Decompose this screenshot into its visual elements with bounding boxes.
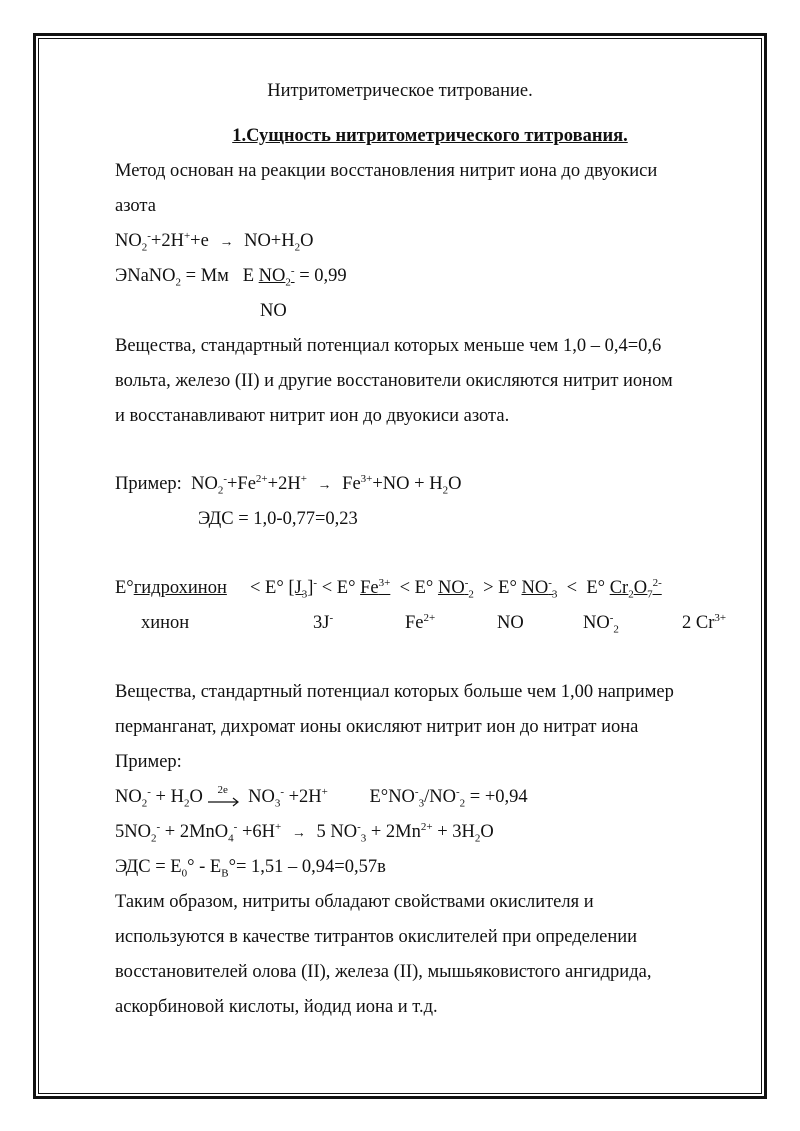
paragraph-line: аскорбиновой кислоты, йодид иона и т.д. xyxy=(115,997,438,1017)
example-equation-iron: Пример: $NO_2^-+Fe^{2+}+2H^+ \to Fe^{3+}+NO + H_2O$ xyxy=(115,472,462,497)
paragraph-line: восстановителей олова (II), железа (II), мышьяковистого ангидрида, xyxy=(115,962,652,982)
paragraph-line: Метод основан на реакции восстановления нитрит иона до двуокиси xyxy=(115,161,658,181)
example-label: Пример: xyxy=(115,474,182,494)
series-bottom-quinone: хинон xyxy=(141,613,190,633)
series-bottom-nitrite: $NO^-_2$ xyxy=(583,611,619,636)
emf-value: ЭДС = 1,0-0,77=0,23 xyxy=(198,509,358,529)
equation-nitrite-oxidation: $NO_2^- + H_2O$ 2e $NO_3^- +2H^+$ $E^\circ NO^-_3/NO^-_2 = +0,94$ xyxy=(115,783,528,810)
paragraph-line: Вещества, стандартный потенциал которых больше чем 1,00 например xyxy=(115,682,674,702)
example-label: Пример: xyxy=(115,752,182,772)
section-heading: 1.Сущность нитритометрического титрования. xyxy=(232,126,628,146)
paragraph-line: перманганат, дихромат ионы окисляют нитрит ион до нитрат иона xyxy=(115,717,639,737)
reaction-arrow: 2e xyxy=(207,791,243,805)
equivalent-formula: ЭNaNO$_2$ = Мм E $NO_2^- = 0,99$ xyxy=(115,264,347,289)
paragraph-line: вольта, железо (II) и другие восстановители окисляются нитрит ионом xyxy=(115,371,673,391)
paragraph-line: азота xyxy=(115,196,156,216)
potential-series-top: E°гидрохинон < E° $[J_3]^- < E^\circ$ $Fe^{3+} < E^\circ$ $NO^-_2 > E^\circ$ $NO^-_3 < E^\circ$ $Cr_2O_7^{2-}$ xyxy=(115,576,662,601)
emf-equation: ЭДС = $E_0^\circ - E_B^\circ= 1,51 - 0,94=0,57в$ xyxy=(115,857,386,880)
paragraph-line: используются в качестве титрантов окислителей при определении xyxy=(115,927,638,947)
series-bottom-iodide: 3J- xyxy=(313,611,334,633)
equation-permanganate: $5NO_2^- + 2MnO_4^- +6H^+ \to 5$ $NO^-_3 + 2Mn^{2+} + 3H_2O$ xyxy=(115,820,494,845)
series-bottom-no: NO xyxy=(497,613,524,633)
paragraph-line: и восстанавливают нитрит ион до двуокиси азота. xyxy=(115,406,510,426)
series-bottom-iron: $Fe^{2+}$ xyxy=(405,611,436,633)
paragraph-line: Вещества, стандартный потенциал которых меньше чем 1,0 – 0,4=0,6 xyxy=(115,336,662,356)
formula-denominator: NO xyxy=(260,301,287,321)
paragraph-line: Таким образом, нитриты обладают свойствами окислителя и xyxy=(115,892,594,912)
series-bottom-chromium: 2 $Cr^{3+}$ xyxy=(682,611,727,633)
document-title: Нитритометрическое титрование. xyxy=(267,81,533,101)
equation-nitrite-reduction: $NO_2^-+2H^++e \to NO+H_2O$ xyxy=(115,229,314,254)
